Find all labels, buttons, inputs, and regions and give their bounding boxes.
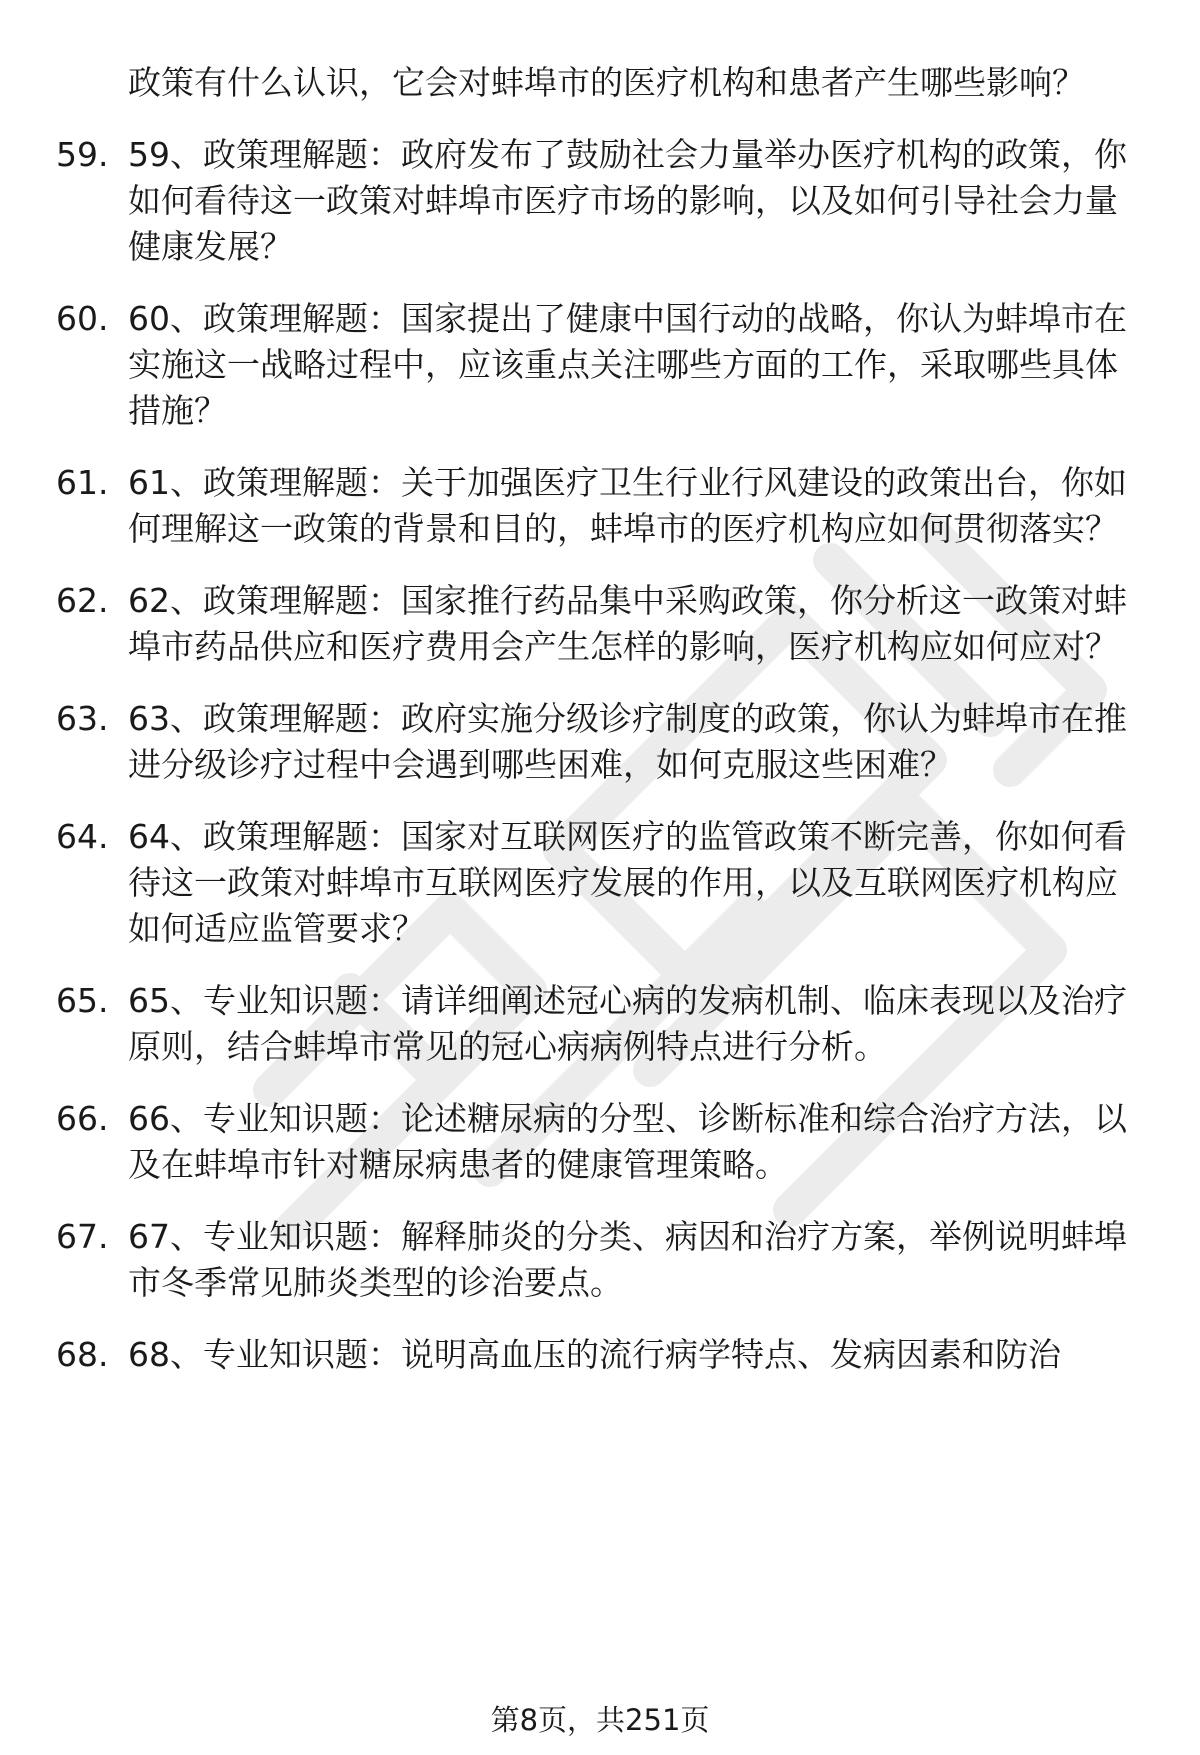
question-list (56, 60, 1146, 1404)
list-item (56, 296, 1146, 434)
list-item (56, 132, 1146, 270)
list-item-number: 60. (56, 299, 109, 338)
list-item-number: 65. (56, 981, 109, 1020)
list-item-text: 62、政策理解题：国家推行药品集中采购政策，你分析这一政策对蚌埠市药品供应和医疗费用会产生怎样的影响，医疗机构应如何应对？ (128, 581, 1127, 666)
list-item-text: 60、政策理解题：国家提出了健康中国行动的战略，你认为蚌埠市在实施这一战略过程中，应该重点关注哪些方面的工作，采取哪些具体措施？ (128, 299, 1127, 430)
list-item-text: 63、政策理解题：政府实施分级诊疗制度的政策，你认为蚌埠市在推进分级诊疗过程中会遇到哪些困难，如何克服这些困难？ (128, 699, 1127, 784)
list-item-number: 62. (56, 581, 109, 620)
list-item-text: 61、政策理解题：关于加强医疗卫生行业行风建设的政策出台，你如何理解这一政策的背景和目的，蚌埠市的医疗机构应如何贯彻落实？ (128, 463, 1127, 548)
list-item-text: 66、专业知识题：论述糖尿病的分型、诊断标准和综合治疗方法，以及在蚌埠市针对糖尿病患者的健康管理策略。 (128, 1099, 1127, 1184)
list-item-number: 63. (56, 699, 109, 738)
page-number-footer: 第8页，共251页 (490, 1703, 710, 1737)
list-item-number: 66. (56, 1099, 109, 1138)
list-item-number: 68. (56, 1335, 109, 1374)
list-item (56, 814, 1146, 952)
list-item (56, 578, 1146, 670)
list-item-text: 68、专业知识题：说明高血压的流行病学特点、发病因素和防治 (128, 1335, 1061, 1374)
list-item (56, 460, 1146, 552)
list-item (56, 978, 1146, 1070)
list-item-number: 59. (56, 135, 109, 174)
continued-paragraph: 政策有什么认识，它会对蚌埠市的医疗机构和患者产生哪些影响？ (128, 63, 1085, 102)
list-item-number: 67. (56, 1217, 109, 1256)
list-item-text: 65、专业知识题：请详细阐述冠心病的发病机制、临床表现以及治疗原则，结合蚌埠市常见的冠心病病例特点进行分析。 (128, 981, 1127, 1066)
list-item-text: 67、专业知识题：解释肺炎的分类、病因和治疗方案，举例说明蚌埠市冬季常见肺炎类型的诊治要点。 (128, 1217, 1127, 1302)
list-item-number: 64. (56, 817, 109, 856)
list-item-text: 59、政策理解题：政府发布了鼓励社会力量举办医疗机构的政策，你如何看待这一政策对蚌埠市医疗市场的影响，以及如何引导社会力量健康发展？ (128, 135, 1127, 266)
list-item (56, 1214, 1146, 1306)
list-item-text: 64、政策理解题：国家对互联网医疗的监管政策不断完善，你如何看待这一政策对蚌埠市互联网医疗发展的作用，以及互联网医疗机构应如何适应监管要求？ (128, 817, 1127, 948)
list-item (56, 1096, 1146, 1188)
list-item (56, 1332, 1146, 1378)
list-item (56, 696, 1146, 788)
list-item-number: 61. (56, 463, 109, 502)
